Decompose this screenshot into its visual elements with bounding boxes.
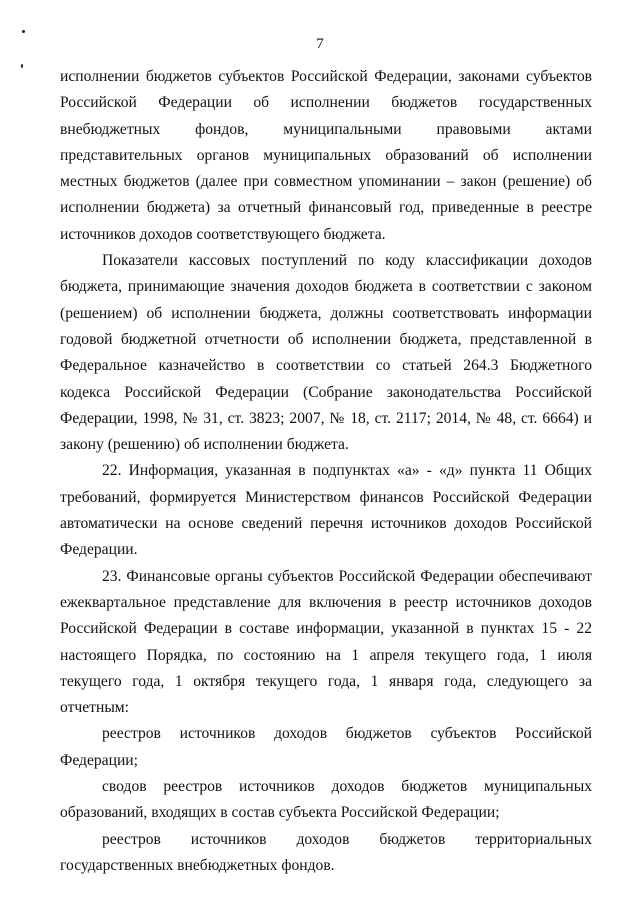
list-item-regional-registers: реестров источников доходов бюджетов субъектов Российской Федерации; xyxy=(60,725,592,769)
paragraph-item-23: 23. Финансовые органы субъектов Российской Федерации обеспечивают ежеквартальное представление для включения в реестр источников доходов Российской Федерации в составе информации, указанной в пунктах 15 - 22 настоящего Порядка, по состоянию на 1 апреля текущего года, 1 июля текущего года, 1 октября текущего года, 1 января года, следующего за отчетным: xyxy=(60,567,592,717)
list-item-extrabudgetary-registers: реестров источников доходов бюджетов территориальных государственных внебюджетных фондов. xyxy=(60,830,592,874)
paragraph-item-22: 22. Информация, указанная в подпунктах «а» - «д» пункта 11 Общих требований, формируется Министерством финансов Российской Федерации автоматически на основе сведений перечня источников доходов Российской Федерации. xyxy=(60,462,592,559)
document-body xyxy=(60,64,592,879)
page-number: 7 xyxy=(316,36,324,52)
list-item-municipal-registers: сводов реестров источников доходов бюджетов муниципальных образований, входящих в состав субъекта Российской Федерации; xyxy=(60,778,592,822)
scan-dot-mark xyxy=(21,64,23,68)
paragraph-continuation: исполнении бюджетов субъектов Российской Федерации, законами субъектов Российской Федерации об исполнении бюджетов государственных внебюджетных фондов, муниципальными правовыми актами представительных органов муниципальных образований об исполнении местных бюджетов (далее при совместном упоминании – закон (решение) об исполнении бюджета) за отчетный финансовый год, приведенные в реестре источников доходов соответствующего бюджета. xyxy=(60,68,592,243)
paragraph-cash-receipts: Показатели кассовых поступлений по коду классификации доходов бюджета, принимающие значения доходов бюджета в соответствии с законом (решением) об исполнении бюджета, должны соответствовать информации годовой бюджетной отчетности об исполнении бюджета, представленной в Федеральное казначейство в соответствии со статьей 264.3 Бюджетного кодекса Российской Федерации (Собрание законодательства Российской Федерации, 1998, № 31, ст. 3823; 2007, № 18, ст. 2117; 2014, № 48, ст. 6664) и закону (решению) об исполнении бюджета. xyxy=(60,252,592,454)
scan-dot-mark xyxy=(22,30,25,33)
